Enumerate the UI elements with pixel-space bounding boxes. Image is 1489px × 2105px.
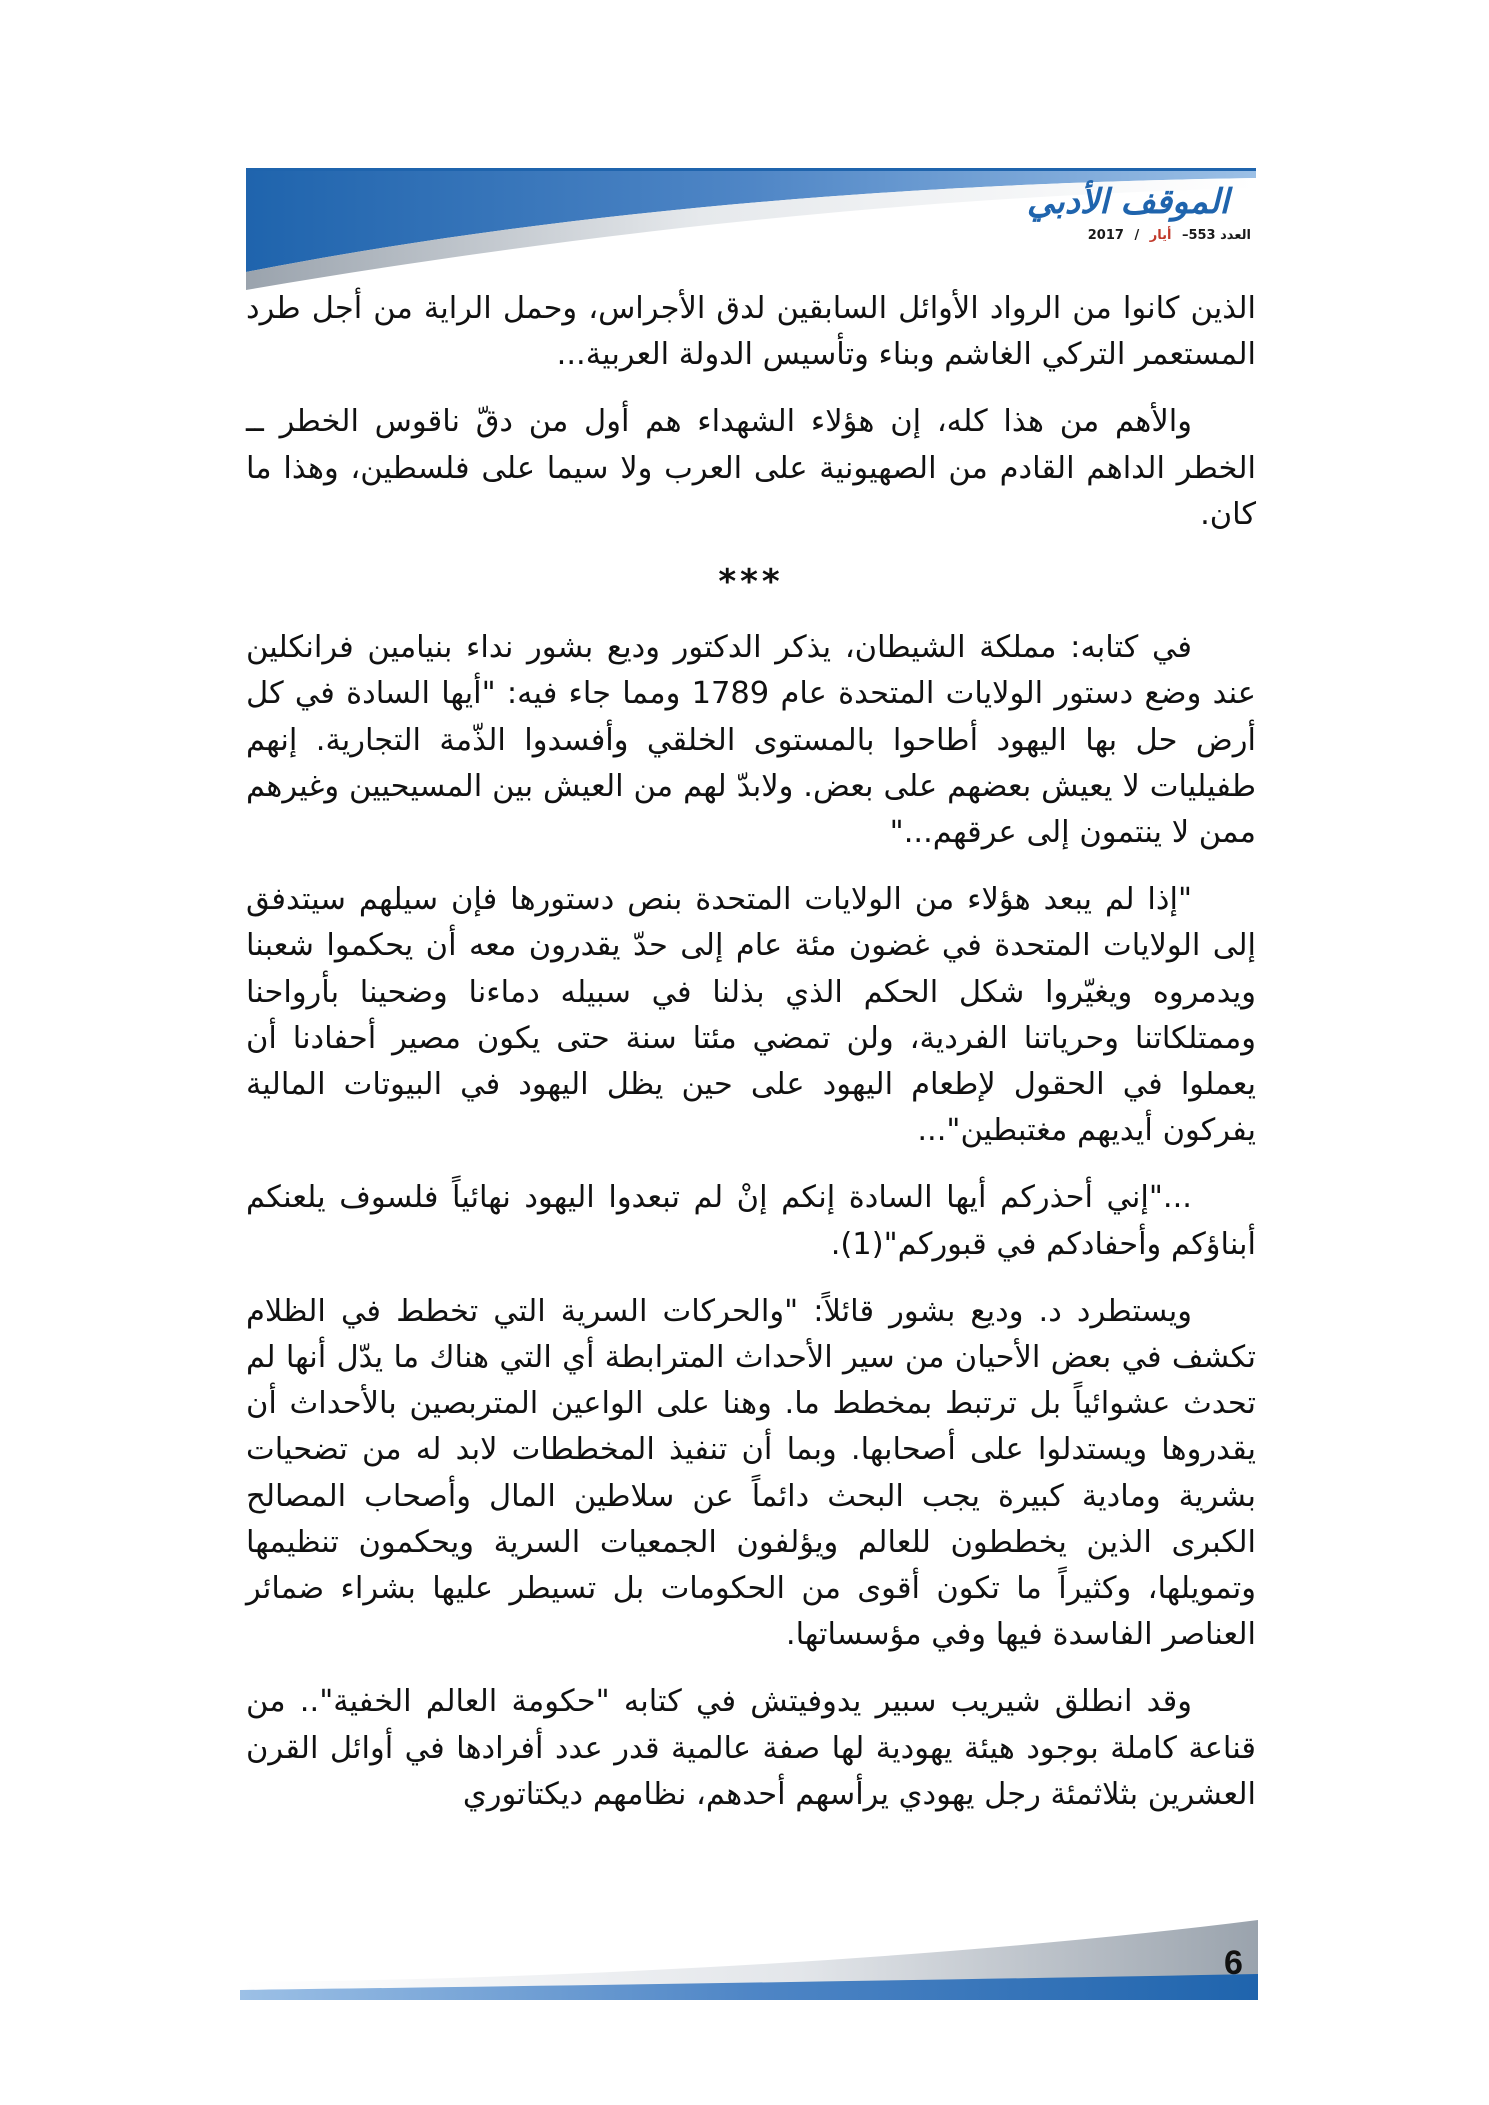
paragraph: ..."إني أحذركم أيها السادة إنكم إنْ لم تبعدوا اليهود نهائياً فلسوف يلعنكم أبناؤكم وأحفادكم في قبوركم"(1).: [246, 1180, 1256, 1262]
paragraph: ويستطرد د. وديع بشور قائلاً: "والحركات السرية التي تخطط في الظلام تكشف في بعض الأحيان من سير الأحداث المترابطة أي التي هناك ما يدّل أنها لم تحدث عشوائياً بل ترتبط بمخطط ما. وهنا على الواعين المتربصين بالأحداث أن يقدروها ويستدلوا على أصحابها. وبما أن تنفيذ المخططات لابد له من تضحيات بشرية ومادية كبيرة يجب البحث دائماً عن سلاطين المال وأصحاب المصالح الكبرى الذين يخططون للعالم ويؤلفون الجمعيات السرية ويحكمون تنظيمها وتمويلها، وكثيراً ما تكون أقوى من الحكومات بل تسيطر عليها بشراء ضمائر العناصر الفاسدة فيها وفي مؤسساتها.: [246, 1293, 1256, 1653]
issue-info: [1082, 228, 1251, 243]
magazine-logo: الموقف الأدبي: [1026, 182, 1229, 222]
paragraph: وقد انطلق شيريب سبير يدوفيتش في كتابه "حكومة العالم الخفية".. من قناعة كاملة بوجود هيئة يهودية لها صفة عالمية قدر عدد أفرادها في أوائل القرن العشرين بثلاثمئة رجل يهودي يرأسهم أحدهم، نظامهم ديكتاتوري: [246, 1684, 1256, 1812]
issue-month: أيار: [1149, 228, 1172, 243]
paragraph: "إذا لم يبعد هؤلاء من الولايات المتحدة بنص دستورها فإن سيلهم سيتدفق إلى الولايات المتحدة في غضون مئة عام إلى حدّ يقدرون معه أن يحكموا شعبنا ويدمروه ويغيّروا شكل الحكم الذي بذلنا في سبيله دماءنا وضحينا بأرواحنا وممتلكاتنا وحرياتنا الفردية، ولن تمضي مئتا سنة حتى يكون مصير أحفادنا أن يعملوا في الحقول لإطعام اليهود على حين يظل اليهود في البيوتات المالية يفركون أيديهم مغتبطين"...: [246, 882, 1256, 1149]
paragraph: والأهم من هذا كله، إن هؤلاء الشهداء هم أول من دقّ ناقوس الخطر ــ الخطر الداهم القادم من الصهيونية على العرب ولا سيما على فلسطين، وهذا ما كان.: [246, 404, 1256, 532]
issue-separator: /: [1134, 228, 1140, 243]
paragraph: الذين كانوا من الرواد الأوائل السابقين لدق الأجراس، وحمل الراية من أجل طرد المستعمر التركي الغاشم وبناء وتأسيس الدولة العربية...: [246, 291, 1256, 373]
issue-year: 2017: [1087, 228, 1124, 243]
footer-banner: [240, 1920, 1258, 2000]
paragraph: في كتابه: مملكة الشيطان، يذكر الدكتور وديع بشور نداء بنيامين فرانكلين عند وضع دستور الولايات المتحدة عام 1789 ومما جاء فيه: "أيها السادة في كل أرض حل بها اليهود أطاحوا بالمستوى الخلقي وأفسدوا الذّمة التجارية. إنهم طفيليات لا يعيش بعضهم على بعض. ولابدّ لهم من العيش بين المسيحيين وغيرهم ممن لا ينتمون إلى عرقهم...": [246, 630, 1256, 851]
issue-label: العدد 553–: [1181, 228, 1251, 243]
article-body: [246, 286, 1256, 1839]
page-number: 6: [1224, 1944, 1243, 1982]
section-divider: ***: [718, 562, 784, 603]
